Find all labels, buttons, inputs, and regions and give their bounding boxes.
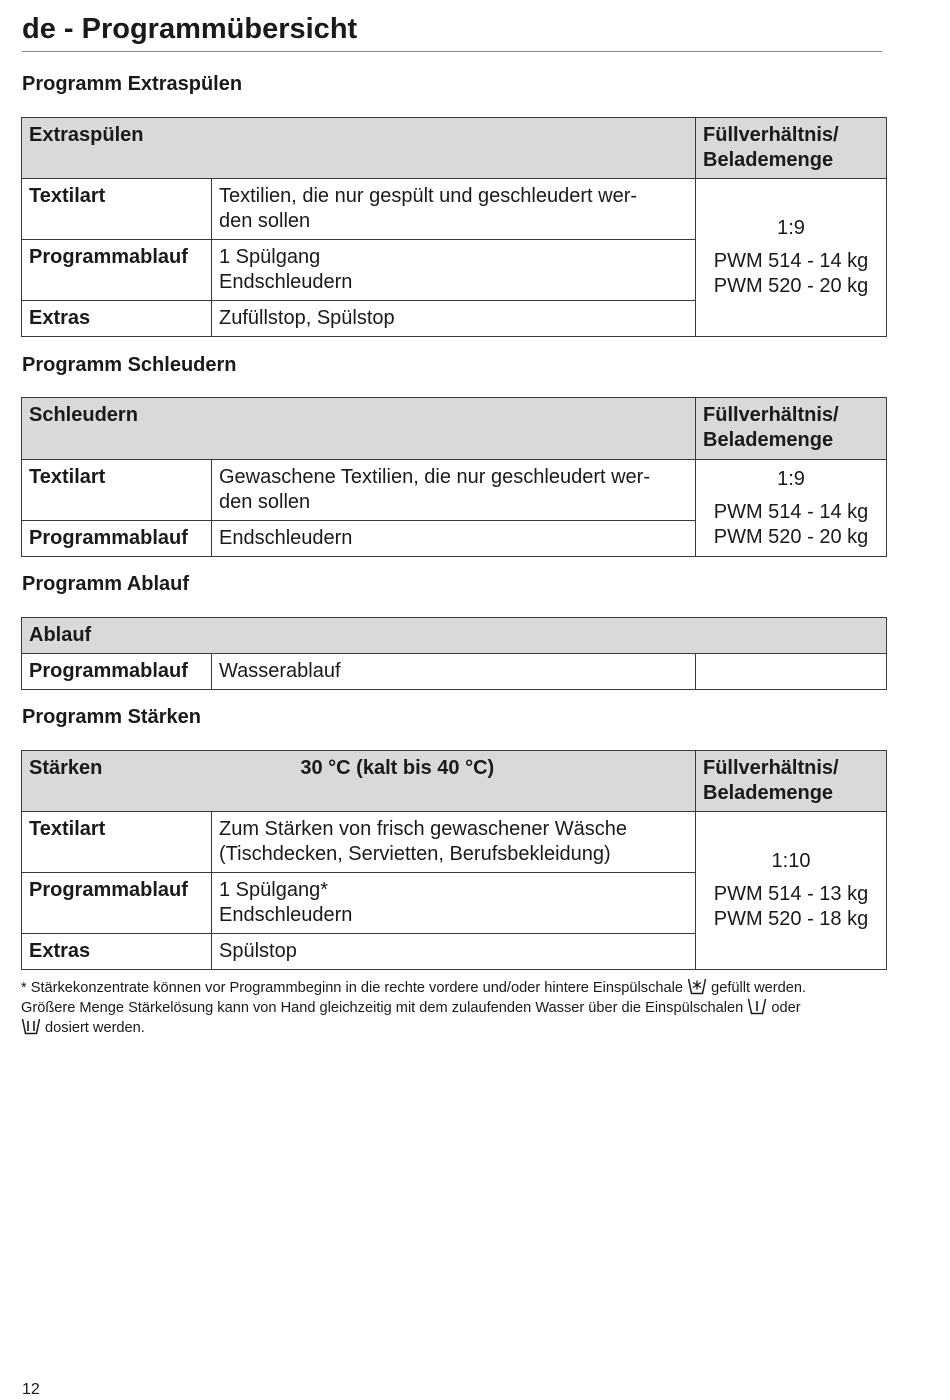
footnote-text-5: dosiert werden. — [41, 1020, 145, 1036]
program-name: Extraspülen — [22, 118, 696, 179]
load-pwm514: PWM 514 - 14 kg — [713, 250, 869, 272]
fill-cell-empty — [696, 654, 887, 690]
sequence-value: 1 Spülgang* Endschleudern — [212, 873, 696, 934]
main-wash-dispenser-icon — [21, 1018, 41, 1035]
program-temperature: 30 °C (kalt bis 40 °C) — [300, 757, 495, 779]
sequence-value: 1 Spülgang Endschleudern — [212, 240, 696, 301]
fill-header: Füllverhältnis/ Belademenge — [696, 398, 887, 460]
table-ablauf — [21, 617, 887, 690]
fill-header: Füllverhältnis/ Belademenge — [696, 751, 887, 812]
footnote-text-1: * Stärkekonzentrate können vor Programmbeginn in die rechte vordere und/oder hintere Einspülschale — [21, 980, 683, 996]
label-sequence: Programmablauf — [22, 521, 212, 557]
textile-value: Textilien, die nur gespült und geschleudert wer- den sollen — [212, 179, 696, 240]
label-textile: Textilart — [22, 179, 212, 240]
textile-value: Gewaschene Textilien, die nur geschleudert wer- den sollen — [212, 460, 696, 521]
fill-ratio: 1:9 — [777, 467, 805, 490]
fill-header: Füllverhältnis/ Belademenge — [696, 118, 887, 179]
sequence-value: Endschleudern — [212, 521, 696, 557]
load-pwm514: PWM 514 - 14 kg — [713, 500, 869, 523]
load-pwm514: PWM 514 - 13 kg — [713, 883, 869, 905]
sequence-value: Wasserablauf — [212, 654, 696, 690]
label-textile: Textilart — [22, 460, 212, 521]
section-title-extraspuelen: Programm Extraspülen — [22, 73, 243, 95]
label-sequence: Programmablauf — [22, 240, 212, 301]
table-extraspuelen — [21, 117, 887, 337]
fill-ratio: 1:9 — [777, 217, 805, 239]
fill-cell — [696, 812, 887, 970]
footnote-text-4: oder — [767, 1000, 801, 1016]
label-sequence: Programmablauf — [22, 654, 212, 690]
fill-cell — [696, 179, 887, 337]
textile-value: Zum Stärken von frisch gewaschener Wäsche (Tischdecken, Servietten, Berufsbekleidung) — [212, 812, 696, 873]
section-title-staerken: Programm Stärken — [22, 706, 201, 728]
prewash-dispenser-icon — [747, 998, 767, 1015]
section-title-ablauf: Programm Ablauf — [22, 573, 190, 595]
load-pwm520: PWM 520 - 20 kg — [713, 275, 869, 297]
program-name: Stärken — [29, 757, 103, 779]
label-textile: Textilart — [22, 812, 212, 873]
program-header — [22, 751, 696, 812]
footnote-text-3: Größere Menge Stärkelösung kann von Hand gleichzeitig mit dem zulaufenden Wasser über die Einspülschalen — [21, 1000, 744, 1016]
program-name: Schleudern — [22, 398, 696, 460]
extras-value: Zufüllstop, Spülstop — [212, 301, 696, 337]
footnote-text-2: gefüllt werden. — [707, 980, 807, 996]
extras-value: Spülstop — [212, 934, 696, 970]
label-extras: Extras — [22, 934, 212, 970]
label-extras: Extras — [22, 301, 212, 337]
softener-dispenser-icon — [687, 978, 707, 995]
page-number: 12 — [22, 1381, 40, 1398]
load-pwm520: PWM 520 - 18 kg — [713, 908, 869, 930]
label-sequence: Programmablauf — [22, 873, 212, 934]
page-title: de - Programmübersicht — [22, 10, 882, 52]
fill-cell — [696, 460, 887, 557]
table-staerken — [21, 750, 887, 970]
section-title-schleudern: Programm Schleudern — [22, 354, 237, 376]
footnote — [21, 978, 891, 1038]
program-name: Ablauf — [22, 618, 887, 654]
load-pwm520: PWM 520 - 20 kg — [713, 525, 869, 548]
table-schleudern — [21, 397, 887, 557]
fill-ratio: 1:10 — [771, 850, 811, 872]
